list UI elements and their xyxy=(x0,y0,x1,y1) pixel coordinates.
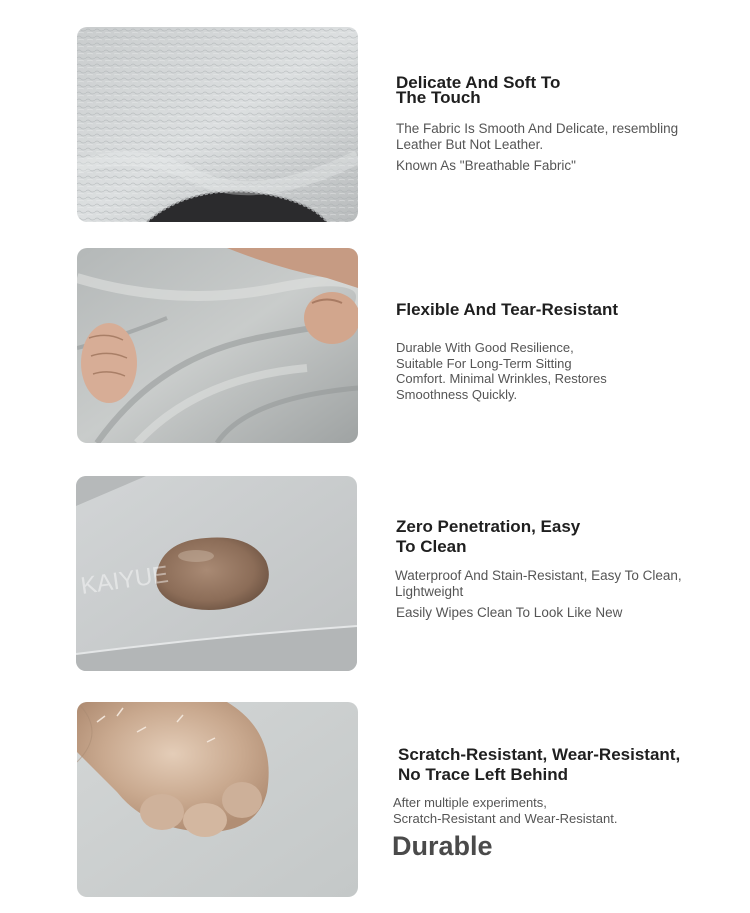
section-1-title-line-1: Delicate And Soft To xyxy=(396,73,561,92)
section-4-desc-line-1: After multiple experiments, xyxy=(393,795,547,810)
section-2-desc-line-4: Smoothness Quickly. xyxy=(396,386,518,402)
section-3-title-line-2: To Clean xyxy=(396,537,467,556)
section-1-text xyxy=(396,74,716,174)
section-1-extra: Known As "Breathable Fabric" xyxy=(396,158,576,173)
section-3-text xyxy=(396,517,716,621)
section-2-desc-line-3: Comfort. Minimal Wrinkles, Restores xyxy=(396,371,607,386)
watermark-text: KAIYUE xyxy=(79,560,171,600)
cat-paw-on-fabric-image xyxy=(77,702,358,897)
section-3-desc-line-1: Waterproof And Stain-Resistant, Easy To Clean, xyxy=(395,568,682,583)
coffee-spill-on-fabric-image xyxy=(76,476,357,671)
section-1-title-line-2: The Touch xyxy=(396,88,481,107)
section-2-desc-line-1: Durable With Good Resilience, xyxy=(396,340,574,355)
section-2-desc-line-2: Suitable For Long-Term Sitting xyxy=(396,355,572,371)
section-4-title-line-1: Scratch-Resistant, Wear-Resistant, xyxy=(398,745,681,764)
section-3-extra: Easily Wipes Clean To Look Like New xyxy=(396,605,623,620)
section-2-title: Flexible And Tear-Resistant xyxy=(396,300,618,319)
section-3-title-line-1: Zero Penetration, Easy xyxy=(396,517,581,536)
section-1-desc-line-1: The Fabric Is Smooth And Delicate, resembling xyxy=(396,121,679,136)
section-3-desc-line-2: Lightweight xyxy=(395,584,464,599)
section-1-desc-line-2: Leather But Not Leather. xyxy=(396,137,544,152)
section-4-text xyxy=(392,745,718,861)
section-4-desc-line-2: Scratch-Resistant and Wear-Resistant. xyxy=(393,810,618,826)
grey-textured-leather-fabric-image xyxy=(77,27,358,222)
section-4-title-line-2: No Trace Left Behind xyxy=(398,765,569,784)
hands-stretching-fabric-image xyxy=(77,248,358,443)
durable-label: Durable xyxy=(392,831,493,861)
section-2-text xyxy=(396,301,716,402)
